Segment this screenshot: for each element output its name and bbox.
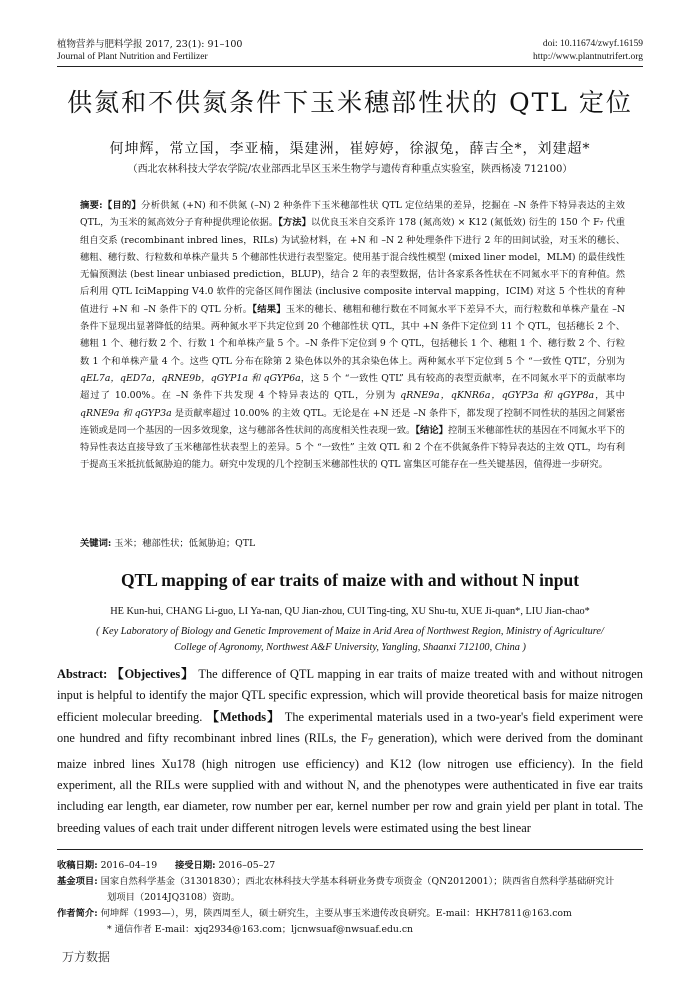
keywords-cn xyxy=(80,537,625,551)
journal-name-en: Journal of Plant Nutrition and Fertilizer xyxy=(57,52,208,62)
page-title-cn: 供氮和不供氮条件下玉米穗部性状的 QTL 定位 xyxy=(67,88,633,117)
conclusion-text: 控制玉米穗部性状的基因在不同氮水平下的特异性表达直接导致了玉米穗部性状表型上的差异。5 个 “一致性” 主效 QTL 和 2 个在不供氮条件下特异表达的主效 QTL，均有利于提高玉米抵抗低氮胁迫的能力。研究中发现的几个控制玉米穗部性状的 QTL 富集区可能存在一些关键基因，值得进一步研究。 xyxy=(80,424,625,471)
result-tag: 【结果】 xyxy=(252,303,286,315)
journal-name-cn: 植物营养与肥料学报 2017, 23(1): 91–100 xyxy=(57,39,243,50)
abstract-en-label: Abstract: xyxy=(57,667,108,681)
corresponding-line: * 通信作者 E-mail：xjq2934@163.com；ljcnwsuaf@nwsuaf.edu.cn xyxy=(107,924,414,935)
abstract-cn-label: 摘要: xyxy=(80,200,103,211)
method-tag: 【方法】 xyxy=(278,217,312,229)
received-label: 收稿日期: xyxy=(57,860,98,871)
objective-tag: 【目的】 xyxy=(102,200,142,211)
conclusion-tag: 【结论】 xyxy=(415,424,448,436)
footnote-rule xyxy=(57,849,643,850)
header-rule xyxy=(57,66,643,67)
funding-line: 划项目（2014JQ3108）资助。 xyxy=(107,892,241,903)
specific-qtl-list: qRNE9a，qKNR6a，qGYP3a 和 qGYP8a xyxy=(400,390,595,402)
abstract-en xyxy=(57,664,643,839)
funding-line xyxy=(57,874,643,890)
author-info-text: 何坤辉（1993—），男，陕西周至人，硕士研究生，主要从事玉米遗传改良研究。E-mail：HKH7811@163.com xyxy=(100,908,572,919)
methods-text: generation), which were derived from the dominant maize inbred lines Xu178 (high nitrogen use efficiency) and K12 (low nitrogen use efficiency). In the field experiment, all the RILs were supplied with and without N, and the phenotypes were authenticated in five ear traits including ear length, ear diameter, row number per ear, kernel number per row and grain yield per plant in total. The breeding values of each trait under different nitrogen levels were estimated using the best linear xyxy=(57,730,644,835)
affiliation-cn: （西北农林科技大学农学院/农业部西北旱区玉米生物学与遗传育种重点实验室，陕西杨凌 712100） xyxy=(127,164,573,175)
affiliation-en-line: ( Key Laboratory of Biology and Genetic Improvement of Maize in Arid Area of Northwest Region, Ministry of Agriculture/ xyxy=(96,626,604,637)
objectives-text: The difference of QTL mapping in ear traits of maize treated with and without nitrogen input is helpful to identify the major QTL specific expression, which will provide theoretical basis for maize nitrogen efficient molecular breeding. xyxy=(57,667,643,724)
result-text: 玉米的穗长、穗粗和穗行数在不同氮水平下差异不大，而行粒数和单株产量在 –N 条件下显现出显著降低的结果。两种氮水平下共定位到 20 个穗部性状 QTL，其中 +N 条件下定位到 11 个 QTL，包括穗长 2 个、穗粗 1 个、穗行数 2 个、行数 1 个和单株产量 5 个。–N 条件下定位到 9 个 QTL，包括穗长 1 个、穗粗 1 个、穗行数 2 个、行粒数 1 个和单株产量 4 个。这些 QTL 分布在除第 2 染色体以外的其余染色体上。两种氮水平下定位到 5 个 “一致性 QTL”，分别为 xyxy=(80,303,625,367)
dates-line xyxy=(57,858,643,874)
page-title-en: QTL mapping of ear traits of maize with and without N input xyxy=(120,570,580,590)
author-info-label: 作者简介: xyxy=(57,908,98,919)
doi: doi: 10.11674/zwyf.16159 xyxy=(542,39,643,49)
affiliation-en xyxy=(60,624,640,656)
accepted-label: 接受日期: xyxy=(174,860,216,871)
watermark-text: 万方数据 xyxy=(62,950,111,964)
objective-text: 分析供氮 (+N) 和不供氮 (–N) 2 种条件下玉米穗部性状 QTL 定位结果的差异，挖掘在 –N 条件下特异表达的主效 QTL，为玉米的氮高效分子育种提供理论依据。 xyxy=(80,200,625,229)
keywords-cn-label: 关键词: xyxy=(80,538,112,549)
journal-url[interactable]: http://www.plantnutrifert.org xyxy=(532,52,643,62)
methods-text: The experimental materials used in a two-year's field experiment were one hundred and fifty recombinant inbred lines (RILs, the F xyxy=(57,709,644,745)
funding-label: 基金项目: xyxy=(57,876,98,887)
received-date: 2016–04–19 xyxy=(100,860,158,871)
objectives-tag: 【Objectives】 xyxy=(111,667,195,681)
consistent-qtl-list: qEL7a，qED7a，qRNE9b，qGYP1a 和 qGYP6a xyxy=(80,372,301,384)
accepted-date: 2016–05–27 xyxy=(218,860,276,871)
generation-subscript: 7 xyxy=(367,737,374,749)
result-text: ，其中 xyxy=(594,390,625,402)
footnotes xyxy=(57,858,643,938)
author-info-line xyxy=(57,906,643,922)
keywords-cn-text: 玉米；穗部性状；低氮胁迫；QTL xyxy=(114,538,256,549)
author-list-cn: 何坤辉，常立国，李亚楠，渠建洲，崔婷婷，徐淑兔，薛吉全*，刘建超* xyxy=(109,141,591,157)
method-text: 以优良玉米自交系许 178 (氮高效) × K12 (氮低效) 衍生的 150 个 F₇ 代重组自交系 (recombinant inbred lines，RILs) 为试验材料，在 +N 和 –N 2 种处理条件下进行 2 年的田间试验，对玉米的穗长、穗粗、穗行数、行粒数和单株产量共 5 个穗部性状进行表型鉴定。使用基于混合线性模型 (mixed liner model，MLM) 的最佳线性无偏预测法 (best linear unbiased prediction，BLUP)，结合 2 年的表型数据，估计各家系各性状在不同氮水平下的育种值。然后利用 QTL IciMapping V4.0 软件的完备区间作图法 (inclusive composite interval mapping，ICIM) 对这 5 个性状的育种值进行 +N 和 –N 条件下的 QTL 分析。 xyxy=(80,217,625,315)
funding-text: 国家自然科学基金（31301830）；西北农林科技大学基本科研业务费专项资金（QN2012001）；陕西省自然科学基础研究计 xyxy=(100,876,615,887)
author-list-en: HE Kun-hui, CHANG Li-guo, LI Ya-nan, QU Jian-zhou, CUI Ting-ting, XU Shu-tu, XUE Ji-quan*, LIU Jian-chao* xyxy=(110,606,590,617)
affiliation-en-line: College of Agronomy, Northwest A&F University, Yangling, Shaanxi 712100, China ) xyxy=(174,642,526,653)
abstract-cn xyxy=(80,197,625,474)
result-text: 是贡献率超过 10.00% 的主效 QTL。无论是在 +N 还是 –N 条件下，都发现了控制不同性状的基因之间紧密连锁或是同一个基因的一因多效现象，这与穗部各性状间的高度相关性表现一致。 xyxy=(80,407,625,436)
result-text: ，这 5 个 “一致性 QTL” 具有较高的表型贡献率，在不同氮水平下的贡献率均超过了 10.00%。在 –N 条件下共发现 4 个特异表达的 QTL，分别为 xyxy=(80,372,625,402)
major-qtl-list: qRNE9a 和 qGYP3a xyxy=(80,407,172,419)
methods-tag: 【Methods】 xyxy=(206,709,281,724)
